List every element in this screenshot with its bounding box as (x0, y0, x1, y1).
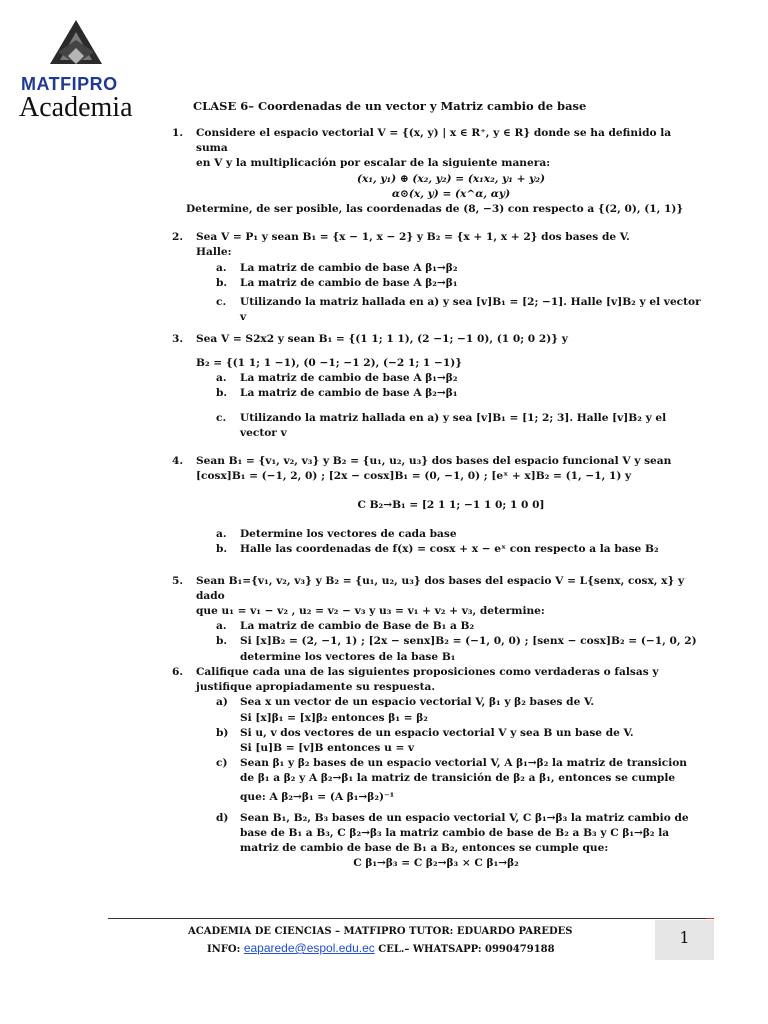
list-item: Si [x]β₁ = [x]β₂ entonces β₁ = β₂ (240, 711, 428, 724)
footer-accent (706, 918, 714, 919)
list-item: c. Utilizando la matriz hallada en a) y sea [v]B₁ = [1; 2; 3]. Halle [v]B₂ y el vector v (216, 412, 667, 440)
problem-text: justifique apropiadamente su respuesta. (196, 681, 436, 694)
footer-contact (207, 941, 555, 955)
footer-credits: ACADEMIA DE CIENCIAS – MATFIPRO TUTOR: EDUARDO PAREDES (188, 926, 573, 937)
list-item: Si [u]B = [v]B entonces u = v (240, 741, 415, 754)
formula: (x₁, y₁) ⊕ (x₂, y₂) = (x₁x₂, y₁ + y₂) (357, 172, 545, 185)
list-item: a. La matriz de cambio de base A β₁→β₂ (216, 371, 458, 384)
problem-6 (166, 665, 706, 695)
page-number: 1 (679, 928, 690, 947)
footer-phone: CEL.– WHATSAPP: 0990479188 (374, 944, 555, 955)
problem-5 (166, 574, 706, 620)
list-item: a. Determine los vectores de cada base (216, 528, 457, 541)
formula: α⊙(x, y) = (x^α, αy) (391, 187, 511, 200)
problem-text: que u₁ = v₁ − v₂ , u₂ = v₂ − v₃ y u₃ = v₁ + v₂ + v₃, determine: (196, 605, 545, 618)
list-item: b. La matriz de cambio de base A β₂→β₁ (216, 387, 458, 400)
list-item: a) Sea x un vector de un espacio vectorial V, β₁ y β₂ bases de V. (216, 696, 595, 709)
problem-number: 2. (172, 231, 184, 244)
logo-mark-icon (48, 18, 104, 74)
problem-text: B₂ = {(1 1; 1 −1), (0 −1; −1 2), (−2 1; 1 −1)} (196, 356, 463, 369)
problem-text: Sea V = S2x2 y sean B₁ = {(1 1; 1 1), (2 −1; −1 0), (1 0; 0 2)} y (196, 333, 568, 346)
problem-text: Califique cada una de las siguientes proposiciones como verdaderas o falsas y (196, 665, 659, 678)
list-item: que: A β₂→β₁ = (A β₁→β₂)⁻¹ (240, 790, 395, 803)
problem-text: Considere el espacio vectorial V = {(x, y) | x ∈ R⁺, y ∈ R} donde se ha definido la suma (196, 127, 672, 155)
problem-text: Sean B₁={v₁, v₂, v₃} y B₂ = {u₁, u₂, u₃} dos bases del espacio V = L{senx, cosx, x} y dado (196, 574, 685, 602)
list-item: a. La matriz de cambio de Base de B₁ a B₂ (216, 620, 475, 633)
problem-text: [cosx]B₁ = (−1, 2, 0) ; [2x − cosx]B₁ = (0, −1, 0) ; [eˣ + x]B₂ = (1, −1, 1) y (196, 469, 632, 482)
list-item: a. La matriz de cambio de base A β₁→β₂ (216, 261, 458, 274)
list-item: d) Sean B₁, B₂, B₃ bases de un espacio vectorial V, C β₁→β₃ la matriz cambio de (216, 811, 689, 824)
list-item: b. La matriz de cambio de base A β₂→β₁ (216, 276, 458, 289)
problem-text: Determine, de ser posible, las coordenadas de (8, −3) con respecto a {(2, 0), (1, 1)} (186, 203, 684, 216)
list-item: b. Si [x]B₂ = (2, −1, 1) ; [2x − senx]B₂ = (−1, 0, 0) ; [senx − cosx]B₂ = (−1, 0, 2) (216, 635, 697, 648)
list-item: base de B₁ a B₃, C β₂→β₃ la matriz cambio de base de B₂ a B₃ y C β₁→β₂ la (240, 826, 670, 839)
list-item: c. Utilizando la matriz hallada en a) y sea [v]B₁ = [2; −1]. Halle [v]B₂ y el vector v (216, 296, 701, 324)
email-link[interactable]: eaparede@espol.edu.ec (243, 941, 375, 955)
list-item: determine los vectores de la base B₁ (240, 650, 456, 663)
list-item: c) Sean β₁ y β₂ bases de un espacio vectorial V, A β₁→β₂ la matriz de transicion (216, 757, 687, 770)
logo (8, 12, 138, 123)
footer-info-label: INFO: (207, 944, 244, 955)
problem-number: 1. (172, 127, 184, 139)
problem-3 (166, 332, 706, 370)
brand-name: MATFIPRO (21, 74, 118, 94)
formula: C β₁→β₃ = C β₂→β₃ × C β₁→β₂ (353, 857, 519, 870)
page-title: CLASE 6– Coordenadas de un vector y Matriz cambio de base (193, 99, 587, 113)
problem-text: Sean B₁ = {v₁, v₂, v₃} y B₂ = {u₁, u₂, u₃} dos bases del espacio funcional V y sean (196, 454, 672, 467)
list-item: b. Halle las coordenadas de f(x) = cosx + x − eˣ con respecto a la base B₂ (216, 543, 659, 556)
problem-text: Sea V = P₁ y sean B₁ = {x − 1, x − 2} y B₂ = {x + 1, x + 2} dos bases de V. (196, 231, 630, 244)
list-item: de β₁ a β₂ y A β₂→β₁ la matriz de transición de β₂ a β₁, entonces se cumple (240, 772, 676, 785)
problem-number: 3. (172, 333, 184, 346)
problem-number: 6. (172, 665, 184, 678)
problem-text: en V y la multiplicación por escalar de la siguiente manera: (196, 157, 551, 170)
problem-text: Halle: (196, 246, 232, 259)
page-number-box (655, 920, 714, 960)
list-item: b) Si u, v dos vectores de un espacio vectorial V y sea B un base de V. (216, 726, 634, 739)
brand-academia: Academia (19, 92, 133, 123)
problem-1 (166, 126, 706, 217)
matrix: C B₂→B₁ = [2 1 1; −1 1 0; 1 0 0] (357, 499, 545, 512)
problem-2 (166, 230, 706, 260)
footer-divider (108, 918, 714, 919)
problem-list (166, 126, 706, 872)
problem-number: 5. (172, 574, 184, 587)
list-item: matriz de cambio de base de B₁ a B₂, entonces se cumple que: (240, 842, 609, 855)
problem-number: 4. (172, 454, 184, 467)
problem-4 (166, 454, 706, 514)
